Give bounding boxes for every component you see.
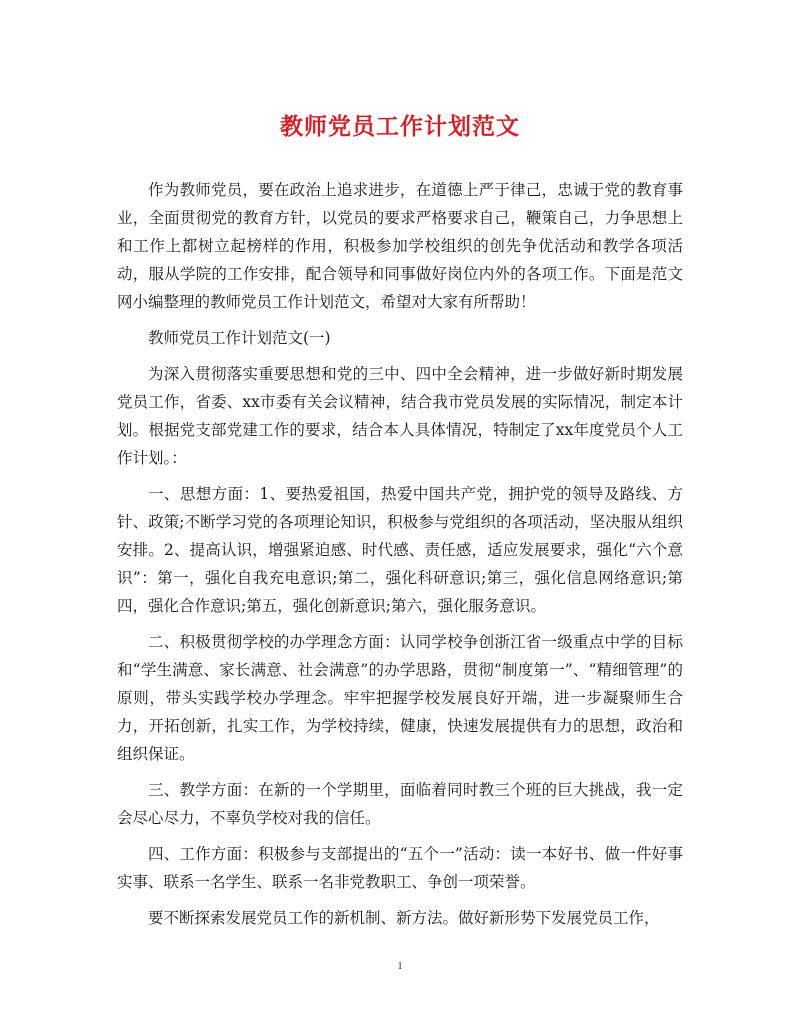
document-body: [117, 176, 683, 940]
body-paragraph: 三、教学方面：在新的一个学期里，面临着同时教三个班的巨大挑战，我一定会尽心尽力，不辜负学校对我的信任。: [117, 781, 683, 827]
body-paragraph: 一、思想方面：1、要热爱祖国，热爱中国共产党，拥护党的领导及路线、方针、政策;不断学习党的各项理论知识，积极参与党组织的各项活动，坚决服从组织安排。2、提高认识，增强紧迫感、时代感、责任感，适应发展要求，强化“六个意识”：第一，强化自我充电意识;第二，强化科研意识;第三，强化信息网络意识;第四，强化合作意识;第五，强化创新意识;第六，强化服务意识。: [117, 485, 683, 615]
document-title: 教师党员工作计划范文: [280, 113, 520, 140]
section-heading: 教师党员工作计划范文(一): [148, 329, 331, 347]
intro-paragraph: 作为教师党员，要在政治上追求进步，在道德上严于律己，忠诚于党的教育事业，全面贯彻党的教育方针，以党员的要求严格要求自己，鞭策自己，力争思想上和工作上都树立起榜样的作用，积极参加学校组织的创先争优活动和教学各项活动，服从学院的工作安排，配合领导和同事做好岗位内外的各项工作。下面是范文网小编整理的教师党员工作计划范文，希望对大家有所帮助！: [117, 181, 683, 311]
body-paragraph: 四、工作方面：积极参与支部提出的“五个一”活动：读一本好书、做一件好事实事、联系一名学生、联系一名非党教职工、争创一项荣誉。: [117, 845, 683, 891]
body-paragraph: 为深入贯彻落实重要思想和党的三中、四中全会精神，进一步做好新时期发展党员工作，省委、xx市委有关会议精神，结合我市党员发展的实际情况，制定本计划。根据党支部党建工作的要求，结合本人具体情况，特制定了xx年度党员个人工作计划。：: [117, 365, 683, 467]
body-paragraph: 二、积极贯彻学校的办学理念方面：认同学校争创浙江省一级重点中学的目标和“学生满意、家长满意、社会满意”的办学思路，贯彻“制度第一”、“精细管理”的原则，带头实践学校办学理念。牢牢把握学校发展良好开端，进一步凝聚师生合力，开拓创新，扎实工作，为学校持续，健康，快速发展提供有力的思想，政治和组织保证。: [117, 633, 683, 763]
body-paragraph: 要不断探索发展党员工作的新机制、新方法。做好新形势下发展党员工作，: [148, 909, 660, 927]
page-number: 1: [397, 960, 403, 972]
